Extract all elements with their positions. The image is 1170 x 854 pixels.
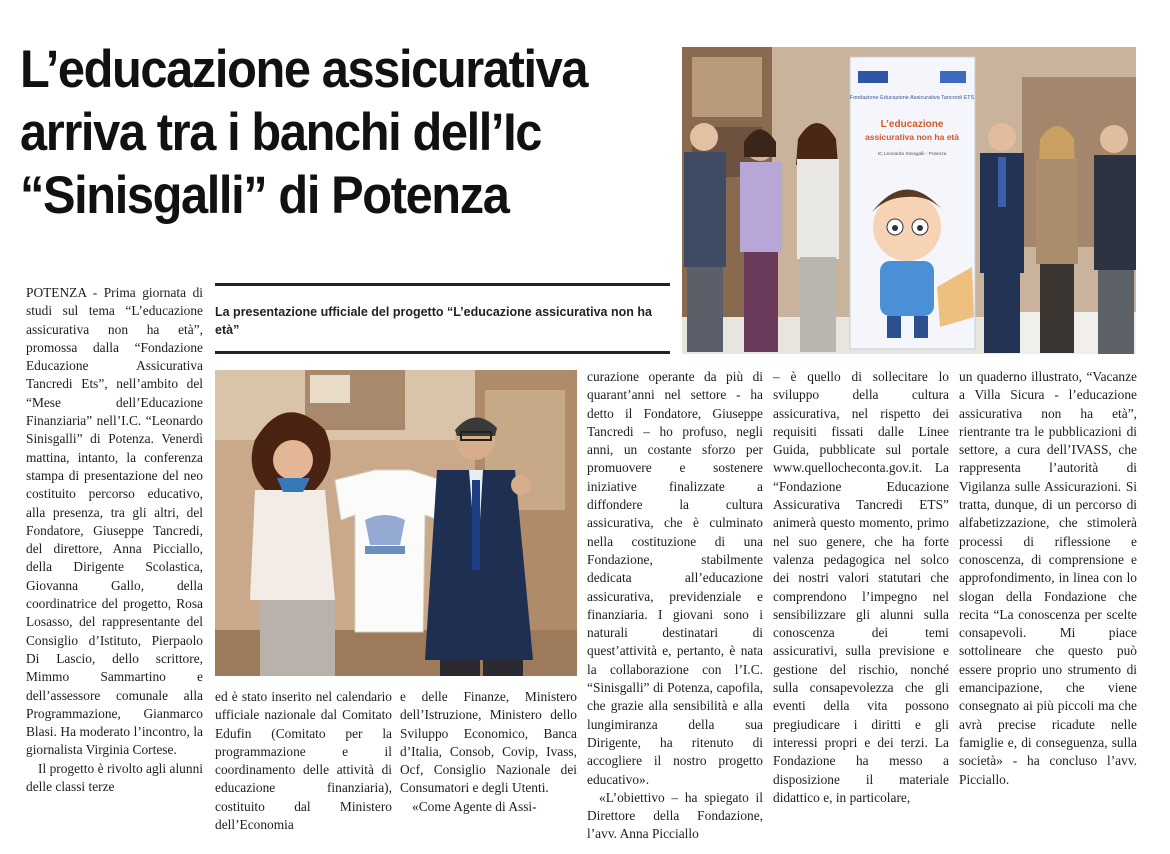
- paragraph: POTENZA - Prima giornata di studi sul tema “L’educazione assicurativa non ha età”, promossa dalla “Fondazione Educazione Assicurativa Tancredi Ets”, nell’ambito del “Mese dell’Educazione Finanziaria” nell’I.C. “Leonardo Sinisgalli” di Potenza. Venerdì mattina, intanto, la conferenza stampa di presentazione del neo costituito percorso educativo, alla presenza, tra gli altri, del Fondatore, Giuseppe Tancredi, del direttore, Anna Picciallo, della Dirigente Scolastica, Giovanna Gallo, della coordinatrice del progetto, Rosa Losasso, del rappresentante del Consiglio d’Istituto, Pierpaolo Di Lascio, dello scrittore, Mimmo Sammartino e dell’assessore comunale alla Programmazione, Gianmarco Blasi. Ha moderato l’incontro, la giornalista Virginia Cortese.: [26, 285, 203, 758]
- headline-line-1: L’educazione assicurativa: [20, 40, 588, 99]
- paragraph: ed è stato inserito nel calendario ufficiale nazionale dal Comitato Edufin (Comitato per la programmazione e il coordinamento delle attività di educazione finanziaria), costituito dal Ministero dell’Economia: [215, 689, 392, 833]
- photo-caption: La presentazione ufficiale del progetto “L’educazione assicurativa non ha età”: [215, 305, 652, 337]
- banner-title-line-1: L’educazione: [880, 119, 944, 130]
- caption-top-rule: [215, 283, 670, 286]
- headline-line-3: “Sinisgalli” di Potenza: [20, 166, 509, 225]
- article-column-1: [26, 284, 203, 796]
- banner-title-line-2: assicurativa non ha età: [864, 132, 960, 142]
- paragraph: un quaderno illustrato, “Vacanze a Villa Sicura - l’educazione assicurativa non ha età”, rientrante tra le pubblicazioni di settore, a cura dell’IVASS, che rappresenta l’autorità di Vigilanza sulle Assicurazioni. Si tratta, dunque, di un percorso di alfabetizzazione, che stimolerà processi di riflessione e conoscenza, di comprensione e approfondimento, in linea con lo slogan della Fondazione che recita “La conoscenza per scelte consapevoli. Mi piace sottolineare che questo può essere proprio uno strumento di emancipazione, che viene consegnato ai più piccoli ma che avrà precise ricadute nelle famiglie e, di conseguenza, sulla società» - ha concluso l’avv. Picciallo.: [959, 369, 1137, 787]
- paragraph: e delle Finanze, Ministero dell’Istruzione, Ministero dello Sviluppo Economico, Banca d’Italia, Consob, Covip, Ivass, Ocf, Consiglio Nazionale dei Consumatori e degli Utenti.: [400, 689, 577, 796]
- article-column-3: [400, 688, 577, 816]
- article-column-5: [773, 368, 949, 807]
- banner-sub-line: IC Leonardo Sinisgalli - Potenza: [877, 152, 947, 157]
- article-column-2: [215, 688, 392, 834]
- paragraph: – è quello di sollecitare lo sviluppo della cultura assicurativa, nel rispetto dei requisiti fissati dalle Linee Guida, pubblicate sul portale www.quellocheconta.gov.it. La “Fondazione Educazione Assicurativa Tancredi ETS” animerà questo momento, primo nel suo genere, che ha forte valenza pedagogica nel solco dei nostri valori statutari che comprendono l’impegno nel sensibilizzare gli alunni sulla conoscenza dei temi assicurativi, sulla previsione e gestione del rischio, nonché sulla consapevolezza che gli eventi della vita possono pregiudicare i diritti e gli interessi propri e dei terzi. La Fondazione ha messo a disposizione il materiale didattico e, in particolare,: [773, 369, 949, 805]
- banner-small-line: Fondazione Educazione Assicurativa Tancredi ETS: [849, 95, 975, 101]
- article-column-4: [587, 368, 763, 844]
- article-column-6: [959, 368, 1137, 789]
- group-photo: [682, 47, 1136, 354]
- caption-bottom-rule: [215, 351, 670, 354]
- tshirt-photo: [215, 370, 577, 676]
- paragraph: Il progetto è rivolto agli alunni delle classi terze: [26, 760, 203, 795]
- paragraph: «Come Agente di Assi-: [412, 798, 537, 814]
- paragraph: curazione operante da più di quarant’anni nel settore - ha detto il Fondatore, Giuseppe Tancredi – ho profuso, negli anni, un costante sforzo per promuovere e sostenere iniziative finalizzate a diffondere la cultura assicurativa, che è culminato nella costituzione di una Fondazione, stabilmente dedicata all’educazione assicurativa, previdenziale e finanziaria. I giovani sono i naturali destinatari di quest’attività e, pertanto, è nata la collaborazione con l’I.C. “Sinisgalli” di Potenza, capofila, che grazie alla sensibilità e alla lungimiranza della sua Dirigente, ha ritenuto di accogliere il nostro progetto educativo».: [587, 369, 763, 787]
- headline-line-2: arriva tra i banchi dell’Ic: [20, 103, 542, 162]
- paragraph: «L’obiettivo – ha spiegato il Direttore della Fondazione, l’avv. Anna Picciallo: [587, 789, 763, 842]
- headline: [20, 38, 618, 227]
